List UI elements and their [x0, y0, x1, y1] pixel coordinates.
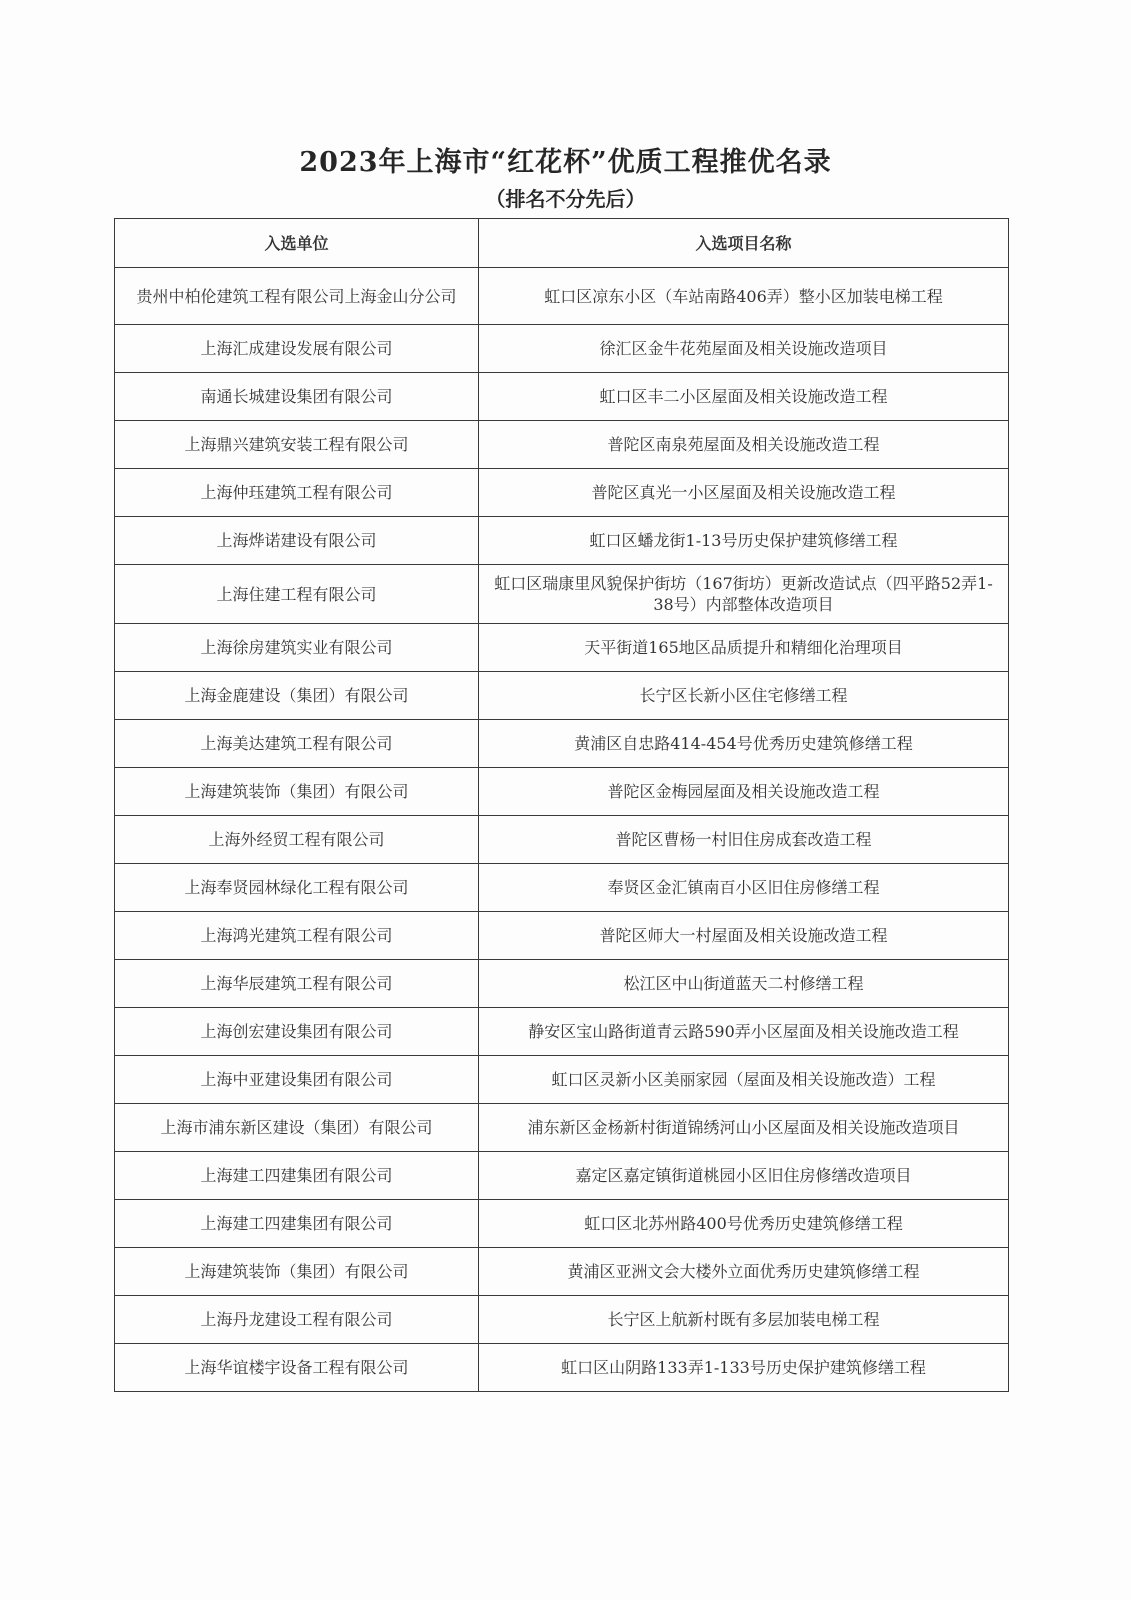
unit-cell: 上海建工四建集团有限公司 [115, 1152, 479, 1200]
project-cell: 黄浦区亚洲文会大楼外立面优秀历史建筑修缮工程 [479, 1248, 1009, 1296]
project-cell: 徐汇区金牛花苑屋面及相关设施改造项目 [479, 325, 1009, 373]
table-row [115, 1152, 1009, 1200]
table-row [115, 960, 1009, 1008]
unit-cell: 上海市浦东新区建设（集团）有限公司 [115, 1104, 479, 1152]
unit-cell: 上海华辰建筑工程有限公司 [115, 960, 479, 1008]
project-cell: 普陀区南泉苑屋面及相关设施改造工程 [479, 421, 1009, 469]
table-header-row [115, 219, 1009, 268]
unit-cell: 上海丹龙建设工程有限公司 [115, 1296, 479, 1344]
project-cell: 虹口区凉东小区（车站南路406弄）整小区加装电梯工程 [479, 268, 1009, 325]
project-cell: 虹口区灵新小区美丽家园（屋面及相关设施改造）工程 [479, 1056, 1009, 1104]
project-cell: 嘉定区嘉定镇街道桃园小区旧住房修缮改造项目 [479, 1152, 1009, 1200]
header-unit: 入选单位 [115, 219, 479, 268]
unit-cell: 上海华谊楼宇设备工程有限公司 [115, 1344, 479, 1392]
project-cell: 普陀区曹杨一村旧住房成套改造工程 [479, 816, 1009, 864]
project-cell: 普陀区师大一村屋面及相关设施改造工程 [479, 912, 1009, 960]
project-cell: 虹口区山阴路133弄1-133号历史保护建筑修缮工程 [479, 1344, 1009, 1392]
unit-cell: 上海中亚建设集团有限公司 [115, 1056, 479, 1104]
table-row [115, 325, 1009, 373]
project-cell: 虹口区瑞康里风貌保护街坊（167街坊）更新改造试点（四平路52弄1-38号）内部整体改造项目 [479, 565, 1009, 624]
table-row [115, 268, 1009, 325]
project-cell: 黄浦区自忠路414-454号优秀历史建筑修缮工程 [479, 720, 1009, 768]
unit-cell: 上海金鹿建设（集团）有限公司 [115, 672, 479, 720]
table-row [115, 565, 1009, 624]
selection-table [114, 218, 1009, 1392]
table-row [115, 624, 1009, 672]
table-row [115, 1056, 1009, 1104]
unit-cell: 上海烨诺建设有限公司 [115, 517, 479, 565]
unit-cell: 上海奉贤园林绿化工程有限公司 [115, 864, 479, 912]
project-cell: 虹口区丰二小区屋面及相关设施改造工程 [479, 373, 1009, 421]
table-row [115, 1008, 1009, 1056]
table-row [115, 864, 1009, 912]
project-cell: 奉贤区金汇镇南百小区旧住房修缮工程 [479, 864, 1009, 912]
table-row [115, 1200, 1009, 1248]
table-body [115, 268, 1009, 1392]
project-cell: 普陀区金梅园屋面及相关设施改造工程 [479, 768, 1009, 816]
unit-cell: 上海鸿光建筑工程有限公司 [115, 912, 479, 960]
table-row [115, 672, 1009, 720]
table-row [115, 469, 1009, 517]
unit-cell: 上海外经贸工程有限公司 [115, 816, 479, 864]
table-row [115, 1104, 1009, 1152]
project-cell: 天平街道165地区品质提升和精细化治理项目 [479, 624, 1009, 672]
unit-cell: 上海创宏建设集团有限公司 [115, 1008, 479, 1056]
table-row [115, 816, 1009, 864]
table-row [115, 421, 1009, 469]
unit-cell: 上海建筑装饰（集团）有限公司 [115, 768, 479, 816]
unit-cell: 南通长城建设集团有限公司 [115, 373, 479, 421]
table-row [115, 1296, 1009, 1344]
unit-cell: 上海仲珏建筑工程有限公司 [115, 469, 479, 517]
project-cell: 静安区宝山路街道青云路590弄小区屋面及相关设施改造工程 [479, 1008, 1009, 1056]
unit-cell: 贵州中柏伦建筑工程有限公司上海金山分公司 [115, 268, 479, 325]
table-row [115, 720, 1009, 768]
table-row [115, 768, 1009, 816]
header-project: 入选项目名称 [479, 219, 1009, 268]
table-row [115, 373, 1009, 421]
unit-cell: 上海建筑装饰（集团）有限公司 [115, 1248, 479, 1296]
project-cell: 长宁区长新小区住宅修缮工程 [479, 672, 1009, 720]
unit-cell: 上海徐房建筑实业有限公司 [115, 624, 479, 672]
project-cell: 长宁区上航新村既有多层加装电梯工程 [479, 1296, 1009, 1344]
unit-cell: 上海汇成建设发展有限公司 [115, 325, 479, 373]
document-title: 2023年上海市“红花杯”优质工程推优名录 [299, 147, 832, 178]
project-cell: 普陀区真光一小区屋面及相关设施改造工程 [479, 469, 1009, 517]
unit-cell: 上海美达建筑工程有限公司 [115, 720, 479, 768]
unit-cell: 上海鼎兴建筑安装工程有限公司 [115, 421, 479, 469]
project-cell: 虹口区北苏州路400号优秀历史建筑修缮工程 [479, 1200, 1009, 1248]
document-subtitle: （排名不分先后） [485, 187, 646, 211]
unit-cell: 上海住建工程有限公司 [115, 565, 479, 624]
project-cell: 松江区中山街道蓝天二村修缮工程 [479, 960, 1009, 1008]
project-cell: 浦东新区金杨新村街道锦绣河山小区屋面及相关设施改造项目 [479, 1104, 1009, 1152]
table-row [115, 1248, 1009, 1296]
table-row [115, 1344, 1009, 1392]
unit-cell: 上海建工四建集团有限公司 [115, 1200, 479, 1248]
table-row [115, 912, 1009, 960]
table-row [115, 517, 1009, 565]
project-cell: 虹口区蟠龙街1-13号历史保护建筑修缮工程 [479, 517, 1009, 565]
